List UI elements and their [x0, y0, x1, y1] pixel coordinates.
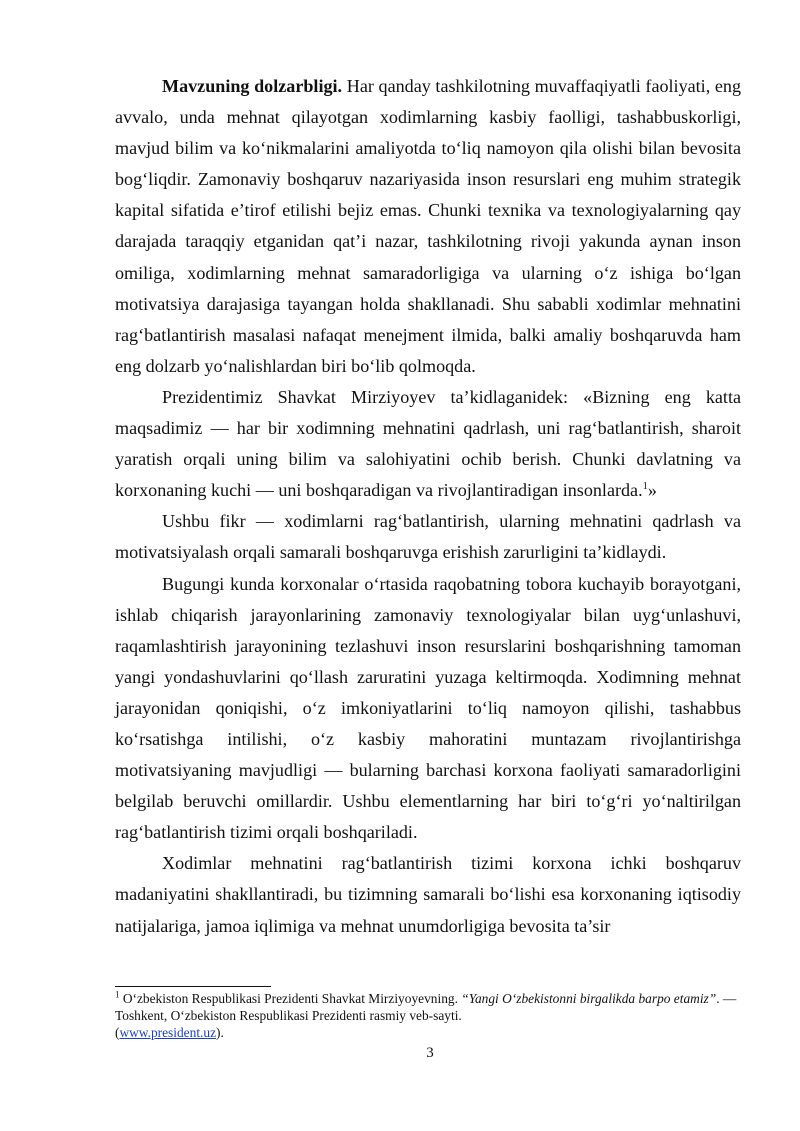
quote-closing-mark: »: [647, 480, 657, 501]
section-lead-heading: Mavzuning dolzarbligi.: [162, 76, 343, 96]
footnote-mark: 1: [115, 989, 120, 1000]
footnote: [115, 991, 741, 1041]
body-text: [115, 71, 741, 942]
footnote-reference[interactable]: 1: [642, 481, 648, 493]
paragraph-relevance-text: Har qanday tashkilotning muvaffaqiyatli faoliyati, eng avvalo, unda mehnat qilayotgan xodimlarning kasbiy faolligi, tashabbuskorligi, mavjud bilim va ko‘nikmalarini amaliyotda to‘liq namoyon qila olishi bilan bevosita bog‘liqdir. Zamonaviy boshqaruv nazariyasida inson resurslari eng muhim strategik kapital sifatida e’tirof etilishi bejiz emas. Chunki texnika va texnologiyalarning qay darajada taraqqiy etganidan qat’i nazar, tashkilotning rivoji yakunda aynan inson omiliga, xodimlarning mehnat samaradorligiga va ularning o‘z ishiga bo‘lgan motivatsiya darajasiga tayangan holda shakllanadi. Shu sababli xodimlar mehnatini rag‘batlantirish masalasi nafaqat menejment ilmida, balki amaliy boshqaruvda ham eng dolzarb yo‘nalishlardan biri bo‘lib qolmoqda.: [115, 76, 742, 376]
footnote-separator: [115, 986, 271, 987]
footnote-open-paren: (: [115, 1024, 120, 1040]
page-number: 3: [426, 1045, 434, 1061]
footnote-prefix: O‘zbekiston Respublikasi Prezidenti Shavkat Mirziyoyevning.: [119, 991, 462, 1006]
footnote-title: “Yangi O‘zbekistonni birgalikda barpo etamiz”: [461, 991, 717, 1006]
paragraph-relevance: [115, 71, 741, 382]
footnote-close-paren: ).: [216, 1024, 224, 1040]
footnote-link[interactable]: www.president.uz: [119, 1024, 217, 1040]
footnote-suffix: . — Toshkent, O‘zbekiston Respublikasi Prezidenti rasmiy veb-sayti.: [115, 991, 737, 1023]
paragraph-president-quote: [115, 382, 741, 506]
paragraph-quote-commentary: Ushbu fikr — xodimlarni rag‘batlantirish, ularning mehnatini qadrlash va motivatsiyalash orqali samarali boshqaruvga erishish zarurligini ta’kidlaydi.: [115, 511, 741, 563]
quote-text: Prezidentimiz Shavkat Mirziyoyev ta’kidlaganidek: «Bizning eng katta maqsadimiz — har bir xodimning mehnatini qadrlash, uni rag‘batlantirish, sharoit yaratish orqali uning bilim va salohiyatini ochib berish. Chunki davlatning va korxonaning kuchi — uni boshqaradigan va rivojlantiradigan insonlarda.: [115, 386, 741, 501]
paragraph-competition: Bugungi kunda korxonalar o‘rtasida raqobatning tobora kuchayib borayotgani, ishlab chiqarish jarayonlarining zamonaviy texnologiyalar bilan uyg‘unlashuvi, raqamlashtirish jarayonining tezlashuvi inson resurslarini boshqarishning tamoman yangi yondashuvlarini qo‘llash zaruratini yuzaga keltirmoqda. Xodimning mehnat jarayonidan qoniqishi, o‘z imkoniyatlarini to‘liq namoyon qilishi, tashabbus ko‘rsatishga intilishi, o‘z kasbiy mahoratini muntazam rivojlantirishga motivatsiyaning mavjudligi — bularning barchasi korxona faoliyati samaradorligini belgilab beruvchi omillardir. Ushbu elementlarning har biri to‘g‘ri yo‘naltirilgan rag‘batlantirish tizimi orqali boshqariladi.: [115, 573, 741, 843]
paragraph-incentive-system: Xodimlar mehnatini rag‘batlantirish tizimi korxona ichki boshqaruv madaniyatini shakllantiradi, bu tizimning samarali bo‘lishi esa korxonaning iqtisodiy natijalariga, jamoa iqlimiga va mehnat unumdorligiga bevosita ta’sir: [115, 853, 741, 936]
